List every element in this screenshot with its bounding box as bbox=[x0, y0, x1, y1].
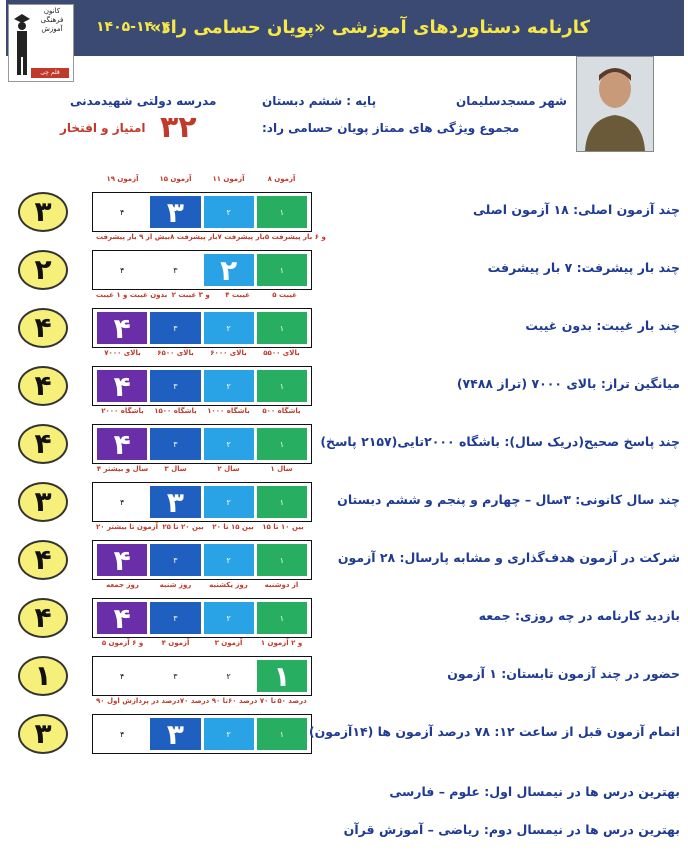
row-score-badge: ۴ bbox=[18, 598, 68, 638]
graduate-icon bbox=[13, 11, 31, 77]
level-cell: ۱ bbox=[257, 718, 307, 750]
threshold-label: روز شنبه bbox=[159, 581, 192, 589]
row-threshold-labels bbox=[96, 175, 308, 183]
threshold-label: بین ۱۰ تا ۱۵ bbox=[262, 523, 304, 531]
row-score-badge: ۳ bbox=[18, 714, 68, 754]
level-cell: ۳ bbox=[150, 370, 200, 402]
row-threshold-labels bbox=[96, 291, 308, 299]
row-description: چند بار پیشرفت: ۷ بار پیشرفت bbox=[487, 260, 680, 275]
level-strip bbox=[92, 714, 312, 754]
level-cell: ۱ bbox=[257, 312, 307, 344]
level-cell: ۲ bbox=[204, 312, 254, 344]
row-description: چند پاسخ صحیح(دریک سال): باشگاه ۲۰۰۰تایی(۲۱۵۷ پاسخ) bbox=[320, 434, 680, 449]
threshold-label: بیش از ۹ بار پیشرفت bbox=[96, 233, 171, 241]
threshold-label: ۲۰ آزمون تا بیشتر bbox=[96, 523, 159, 531]
level-cell: ۳ bbox=[150, 544, 200, 576]
row-description: چند بار غیبت: بدون غیبت bbox=[525, 318, 680, 333]
summary-label: مجموع ویژگی های ممتاز پویان حسامی راد: bbox=[262, 121, 520, 135]
city-label: شهر مسجدسلیمان bbox=[456, 94, 567, 108]
row-threshold-labels bbox=[96, 233, 326, 241]
threshold-label: باشگاه ۵۰۰ bbox=[262, 407, 301, 415]
row-score-badge: ۴ bbox=[18, 308, 68, 348]
level-cell: ۱ bbox=[257, 370, 307, 402]
row-description: چند سال کانونی: ۳سال – چهارم و پنجم و ششم دبستان bbox=[337, 492, 680, 507]
level-cell: ۲ bbox=[204, 718, 254, 750]
row-score-badge: ۳ bbox=[18, 482, 68, 522]
threshold-label: ۱ و ۲ آزمون bbox=[260, 639, 303, 647]
threshold-label: ۶۰ تا ۷۰ درصد bbox=[227, 697, 277, 705]
logo-text: کانون فرهنگی آموزش bbox=[40, 7, 64, 33]
level-cell: ۲ bbox=[204, 544, 254, 576]
row-description: بازدید کارنامه در چه روزی: جمعه bbox=[478, 608, 680, 623]
threshold-label: ۱ سال bbox=[270, 465, 293, 473]
level-cell: ۲ bbox=[204, 602, 254, 634]
level-cell: ۱ bbox=[257, 660, 307, 692]
threshold-label: ۴ غیبت bbox=[225, 291, 250, 299]
kanoon-logo bbox=[8, 4, 74, 82]
level-cell: ۱ bbox=[257, 196, 307, 228]
threshold-label: روز جمعه bbox=[106, 581, 139, 589]
threshold-label: ۱۹ آزمون bbox=[106, 175, 139, 183]
row-score-badge: ۴ bbox=[18, 366, 68, 406]
threshold-label: بین ۱۵ تا ۲۰ bbox=[212, 523, 254, 531]
row-description: شرکت در آزمون هدف‌گذاری و مشابه پارسال: ۲۸ آزمون bbox=[337, 550, 680, 565]
threshold-label: ۵ غیبت bbox=[272, 291, 297, 299]
threshold-label: ۴ آزمون bbox=[161, 639, 190, 647]
threshold-label: ۵۰ درصد bbox=[277, 697, 307, 705]
score-caption: امتیاز و افتخار bbox=[60, 121, 146, 135]
header-bar bbox=[6, 0, 684, 56]
threshold-label: ۱۵ آزمون bbox=[159, 175, 192, 183]
level-strip bbox=[92, 540, 312, 580]
row-score-badge: ۴ bbox=[18, 424, 68, 464]
level-cell: ۴ bbox=[97, 428, 147, 460]
threshold-label: بین ۲۰ تا ۲۵ bbox=[162, 523, 204, 531]
level-cell: ۳ bbox=[150, 196, 200, 228]
student-photo-icon bbox=[577, 57, 653, 151]
level-cell: ۲ bbox=[204, 196, 254, 228]
threshold-label: ۵ و ۶ بار پیشرفت bbox=[264, 233, 326, 241]
logo-badge: قلم چی bbox=[31, 68, 69, 78]
threshold-label: ۳ آزمون bbox=[214, 639, 243, 647]
threshold-label: روز یکشنبه bbox=[209, 581, 248, 589]
level-cell: ۴ bbox=[97, 486, 147, 518]
level-strip bbox=[92, 250, 312, 290]
row-threshold-labels bbox=[96, 581, 308, 589]
threshold-label: ۷۰ تا ۹۰ درصد bbox=[179, 697, 228, 705]
row-score-badge: ۴ bbox=[18, 540, 68, 580]
threshold-label: بالای ۷۰۰۰ bbox=[104, 349, 141, 357]
level-strip bbox=[92, 656, 312, 696]
level-cell: ۱ bbox=[257, 428, 307, 460]
level-cell: ۳ bbox=[150, 660, 200, 692]
row-threshold-labels bbox=[96, 697, 308, 705]
row-description: اتمام آزمون قبل از ساعت ۱۲: ۷۸ درصد آزمون ها (۱۴آزمون) bbox=[308, 724, 680, 739]
threshold-label: ۸ بار پیشرفت bbox=[170, 233, 218, 241]
threshold-label: ۵ و ۶ آزمون bbox=[101, 639, 144, 647]
level-strip bbox=[92, 598, 312, 638]
threshold-label: ۲ سال bbox=[217, 465, 240, 473]
threshold-label: بدون غیبت و ۱ غیبت bbox=[96, 291, 168, 299]
row-description: میانگین تراز: بالای ۷۰۰۰ (تراز ۷۴۸۸) bbox=[456, 376, 680, 391]
level-cell: ۴ bbox=[97, 370, 147, 402]
level-cell: ۳ bbox=[150, 254, 200, 286]
level-cell: ۲ bbox=[204, 486, 254, 518]
level-strip bbox=[92, 482, 312, 522]
level-cell: ۱ bbox=[257, 254, 307, 286]
threshold-label: بالای ۵۵۰۰ bbox=[263, 349, 300, 357]
row-threshold-labels bbox=[96, 407, 308, 415]
level-cell: ۱ bbox=[257, 544, 307, 576]
level-cell: ۴ bbox=[97, 602, 147, 634]
threshold-label: باشگاه ۱۰۰۰ bbox=[207, 407, 250, 415]
threshold-label: از دوشنبه bbox=[264, 581, 299, 589]
threshold-label: باشگاه ۲۰۰۰ bbox=[101, 407, 144, 415]
level-strip bbox=[92, 308, 312, 348]
total-score: ۳۲ bbox=[160, 110, 197, 145]
row-threshold-labels bbox=[96, 639, 308, 647]
threshold-label: ۹۰ درصد در پردازش اول bbox=[96, 697, 180, 705]
level-strip bbox=[92, 192, 312, 232]
level-cell: ۲ bbox=[204, 370, 254, 402]
best-lessons-second: بهترین درس ها در نیمسال دوم: ریاضی – آموزش قرآن bbox=[343, 822, 680, 837]
row-score-badge: ۱ bbox=[18, 656, 68, 696]
best-lessons-first: بهترین درس ها در نیمسال اول: علوم – فارسی bbox=[389, 784, 680, 799]
level-cell: ۳ bbox=[150, 602, 200, 634]
row-threshold-labels bbox=[96, 523, 308, 531]
threshold-label: باشگاه ۱۵۰۰ bbox=[154, 407, 197, 415]
threshold-label: بالای ۶۰۰۰ bbox=[210, 349, 247, 357]
row-threshold-labels bbox=[96, 349, 308, 357]
row-description: چند آزمون اصلی: ۱۸ آزمون اصلی bbox=[472, 202, 680, 217]
row-threshold-labels bbox=[96, 465, 308, 473]
level-cell: ۳ bbox=[150, 486, 200, 518]
level-cell: ۱ bbox=[257, 602, 307, 634]
level-cell: ۳ bbox=[150, 718, 200, 750]
level-cell: ۲ bbox=[204, 254, 254, 286]
grade-label: پایه : ششم دبستان bbox=[262, 94, 377, 108]
row-score-badge: ۳ bbox=[18, 192, 68, 232]
level-cell: ۳ bbox=[150, 312, 200, 344]
level-cell: ۱ bbox=[257, 486, 307, 518]
level-cell: ۴ bbox=[97, 312, 147, 344]
level-cell: ۴ bbox=[97, 254, 147, 286]
level-strip bbox=[92, 366, 312, 406]
level-cell: ۴ bbox=[97, 718, 147, 750]
report-year: ۱۴۰۵-۱۴۰۴ bbox=[96, 19, 171, 35]
threshold-label: ۱۱ آزمون bbox=[212, 175, 245, 183]
level-cell: ۲ bbox=[204, 428, 254, 460]
threshold-label: ۸ آزمون bbox=[267, 175, 296, 183]
school-label: مدرسه دولتی شهیدمدنی bbox=[70, 94, 217, 108]
level-cell: ۲ bbox=[204, 660, 254, 692]
level-cell: ۴ bbox=[97, 544, 147, 576]
threshold-label: ۲ و ۳ غیبت bbox=[171, 291, 210, 299]
threshold-label: ۴ سال و بیشتر bbox=[96, 465, 149, 473]
level-strip bbox=[92, 424, 312, 464]
level-cell: ۴ bbox=[97, 196, 147, 228]
threshold-label: ۷ بار پیشرفت bbox=[217, 233, 265, 241]
threshold-label: بالای ۶۵۰۰ bbox=[157, 349, 194, 357]
threshold-label: ۳ سال bbox=[164, 465, 187, 473]
report-title: کارنامه دستاوردهای آموزشی «پویان حسامی راد» bbox=[149, 17, 590, 38]
student-photo bbox=[576, 56, 654, 152]
row-description: حضور در چند آزمون تابستان: ۱ آزمون bbox=[447, 666, 680, 681]
level-cell: ۳ bbox=[150, 428, 200, 460]
level-cell: ۴ bbox=[97, 660, 147, 692]
row-score-badge: ۲ bbox=[18, 250, 68, 290]
